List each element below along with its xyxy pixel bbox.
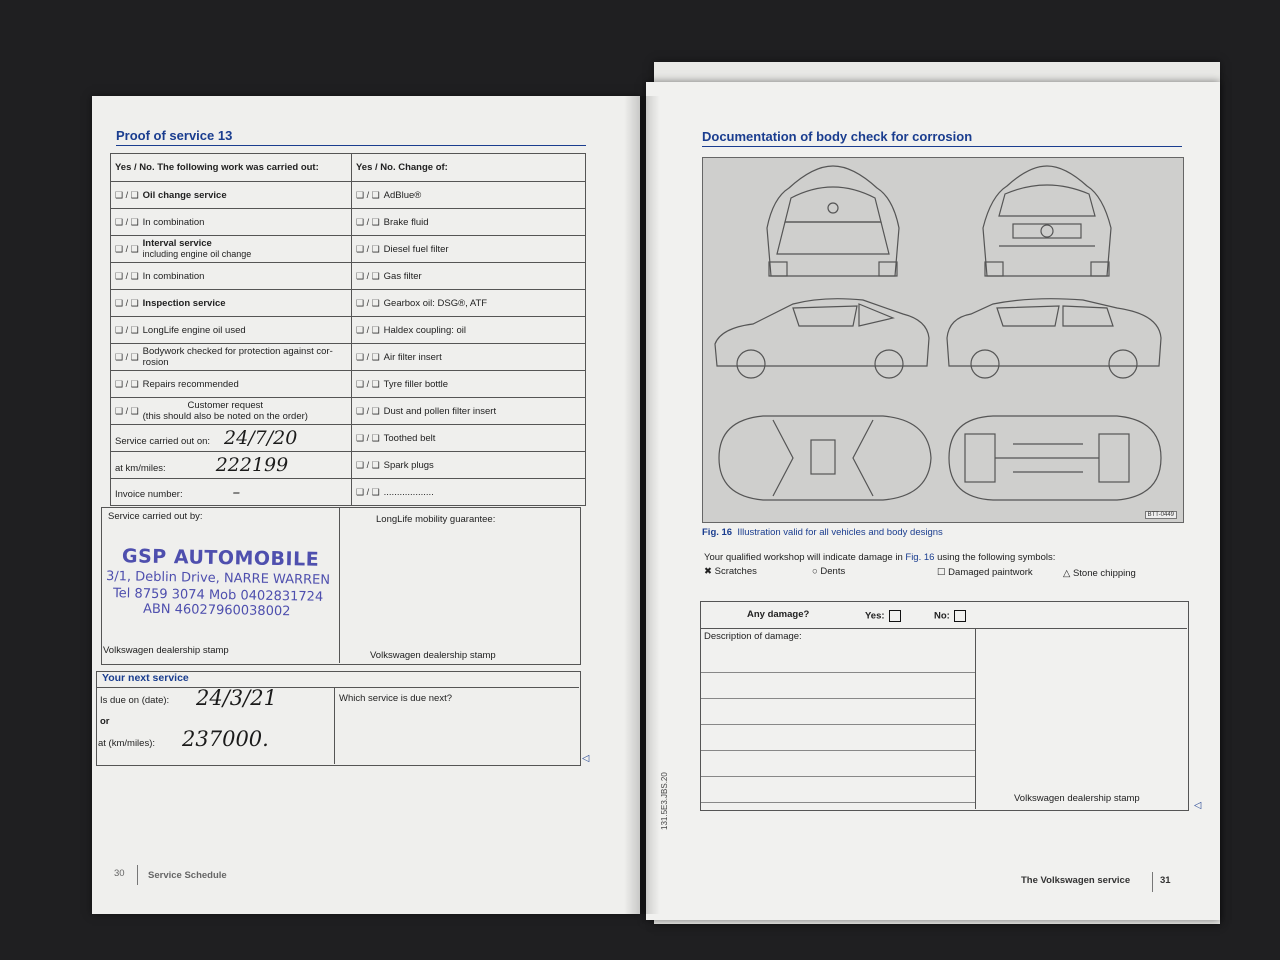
symbol-label: Damaged paintwork — [948, 567, 1033, 578]
checkbox-pair[interactable]: ❑ / ❑ — [115, 297, 139, 308]
work-label: Bodywork checked for protection against cor- — [142, 346, 333, 357]
change-label: Dust and pollen filter insert — [383, 405, 497, 417]
which-service-label: Which service is due next? — [339, 693, 452, 704]
checkbox-pair[interactable]: ❑ / ❑ — [356, 486, 380, 497]
yes-option — [865, 610, 901, 622]
checkbox-pair[interactable]: ❑ / ❑ — [115, 378, 139, 389]
side-view-right-outline — [947, 299, 1161, 366]
checkbox-pair[interactable]: ❑ / ❑ — [115, 243, 139, 254]
next-service-rule — [96, 687, 579, 688]
change-row[interactable] — [352, 290, 586, 317]
km-field[interactable] — [111, 452, 352, 479]
checkbox-pair[interactable]: ❑ / ❑ — [356, 324, 380, 335]
checkbox-pair[interactable]: ❑ / ❑ — [115, 189, 139, 200]
work-row[interactable] — [111, 371, 352, 398]
symbols-intro-text: using the following symbols: — [937, 552, 1056, 563]
work-row[interactable] — [111, 398, 352, 425]
work-label: In combination — [142, 270, 205, 282]
work-header: Yes / No. The following work was carried out: — [111, 154, 352, 182]
stamp-divider — [339, 507, 340, 663]
page-title: Documentation of body check for corrosion — [702, 129, 973, 144]
work-sublabel: rosion — [142, 357, 169, 368]
change-row[interactable] — [352, 425, 586, 452]
fig-reference-link[interactable]: Fig. 16 — [905, 552, 935, 563]
or-label: or — [100, 716, 110, 727]
page-title: Proof of service 13 — [116, 128, 233, 143]
work-row[interactable] — [111, 290, 352, 317]
km-value: 222199 — [215, 454, 289, 476]
next-service-box — [96, 671, 581, 766]
stamp-address: 3/1, Deblin Drive, NARRE WARREN — [105, 569, 331, 588]
next-service-title: Your next service — [102, 672, 189, 684]
no-option — [934, 610, 966, 622]
checkbox-pair[interactable]: ❑ / ❑ — [356, 459, 380, 470]
symbol-stone-chipping — [1063, 568, 1136, 579]
change-label: ................... — [383, 486, 434, 498]
change-row[interactable] — [352, 317, 586, 344]
stamp-abn: ABN 46027960038002 — [142, 601, 291, 620]
change-label: AdBlue® — [383, 189, 422, 201]
change-row[interactable] — [352, 209, 586, 236]
damage-header-rule — [700, 628, 1187, 629]
symbol-label: Scratches — [714, 566, 757, 577]
description-label: Description of damage: — [704, 631, 802, 642]
work-label: LongLife engine oil used — [142, 324, 246, 336]
dealer-stamp-label: Volkswagen dealership stamp — [1014, 793, 1140, 804]
damage-divider — [975, 628, 976, 809]
change-row[interactable] — [352, 182, 586, 209]
checkbox-pair[interactable]: ❑ / ❑ — [356, 405, 380, 416]
symbol-label: Dents — [820, 566, 846, 577]
page-footer: Service Schedule — [148, 870, 227, 881]
change-label: Spark plugs — [383, 459, 434, 471]
carried-out-by-label: Service carried out by: — [108, 511, 203, 522]
service-date-field[interactable] — [111, 425, 352, 452]
checkbox-pair[interactable]: ❑ / ❑ — [356, 432, 380, 443]
no-checkbox[interactable] — [954, 610, 966, 622]
work-label: Interval service — [142, 238, 212, 249]
checkbox-pair[interactable]: ❑ / ❑ — [115, 405, 139, 416]
side-code: 131.5E3.JBS.20 — [660, 772, 669, 830]
checkbox-pair[interactable]: ❑ / ❑ — [356, 216, 380, 227]
work-sublabel: (this should also be noted on the order) — [142, 411, 308, 422]
gutter-shadow — [624, 96, 660, 914]
checkbox-pair[interactable]: ❑ / ❑ — [115, 216, 139, 227]
work-row[interactable] — [111, 209, 352, 236]
service-table — [110, 153, 586, 506]
continue-arrow-icon: ◁ — [1194, 800, 1202, 811]
symbol-scratches — [704, 566, 757, 577]
stamp-section — [101, 507, 581, 665]
checkbox-pair[interactable]: ❑ / ❑ — [356, 270, 380, 281]
work-row[interactable] — [111, 344, 352, 371]
symbol-label: Stone chipping — [1072, 568, 1136, 579]
checkbox-pair[interactable]: ❑ / ❑ — [356, 351, 380, 362]
cross-icon: ✖ — [704, 566, 712, 577]
change-row[interactable] — [352, 344, 586, 371]
symbol-dents — [812, 566, 845, 577]
change-row[interactable] — [352, 452, 586, 479]
page-number: 31 — [1160, 875, 1171, 886]
fig-label: Fig. 16 — [702, 527, 733, 538]
change-row[interactable] — [352, 263, 586, 290]
page-number: 30 — [114, 868, 125, 879]
invoice-field[interactable] — [111, 479, 352, 506]
symbols-intro — [704, 552, 1055, 563]
work-label: Customer request — [187, 400, 264, 411]
change-header: Yes / No. Change of: — [352, 154, 586, 182]
change-label: Tyre filler bottle — [383, 378, 449, 390]
stamp-name: GSP AUTOMOBILE — [121, 545, 320, 571]
due-km-label: at (km/miles): — [98, 738, 155, 749]
footer-divider — [137, 865, 138, 885]
work-row[interactable] — [111, 317, 352, 344]
km-label: at km/miles: — [115, 463, 166, 474]
service-date-value: 24/7/20 — [224, 427, 298, 449]
checkbox-pair[interactable]: ❑ / ❑ — [115, 270, 139, 281]
yes-label: Yes: — [865, 610, 885, 622]
page-footer: The Volkswagen service — [1021, 875, 1131, 886]
change-label: Diesel fuel filter — [383, 243, 449, 255]
continue-arrow-icon: ◁ — [582, 753, 590, 764]
checkbox-pair[interactable]: ❑ / ❑ — [356, 189, 380, 200]
due-date-label: Is due on (date): — [100, 695, 170, 706]
symbol-paintwork — [937, 567, 1033, 578]
yes-checkbox[interactable] — [889, 610, 901, 622]
invoice-label: Invoice number: — [115, 489, 183, 500]
checkbox-pair[interactable]: ❑ / ❑ — [356, 243, 380, 254]
any-damage-label: Any damage? — [747, 609, 810, 620]
change-row[interactable] — [352, 398, 586, 425]
longlife-label: LongLife mobility guarantee: — [376, 514, 496, 525]
change-label: Gearbox oil: DSG®, ATF — [383, 297, 488, 309]
car-diagram[interactable] — [702, 157, 1184, 523]
due-date-value[interactable]: 24/3/21 — [196, 686, 277, 710]
work-sublabel: including engine oil change — [142, 249, 252, 259]
stamp-phone: Tel 8759 3074 Mob 0402831724 — [112, 586, 324, 605]
change-label: Gas filter — [383, 270, 422, 282]
circle-icon: ○ — [812, 566, 818, 577]
checkbox-pair[interactable]: ❑ / ❑ — [356, 297, 380, 308]
dealer-stamp-label: Volkswagen dealership stamp — [370, 650, 496, 661]
front-view-outline — [983, 166, 1111, 276]
service-date-label: Service carried out on: — [115, 436, 211, 447]
work-row[interactable] — [111, 182, 352, 209]
due-km-value[interactable]: 237000. — [182, 727, 269, 751]
change-row[interactable] — [352, 236, 586, 263]
square-icon: ☐ — [937, 567, 946, 578]
description-lines[interactable] — [701, 647, 975, 803]
work-label: In combination — [142, 216, 205, 228]
title-rule — [702, 146, 1182, 147]
work-label: Oil change service — [142, 189, 227, 201]
dealer-stamp-label: Volkswagen dealership stamp — [103, 645, 229, 656]
invoice-value: – — [232, 483, 241, 501]
fig-code: BTT-0449 — [1145, 511, 1177, 519]
side-view-left-outline — [715, 299, 929, 366]
checkbox-pair[interactable]: ❑ / ❑ — [115, 324, 139, 335]
symbols-intro-text: Your qualified workshop will indicate damage in — [704, 552, 903, 563]
checkbox-pair[interactable]: ❑ / ❑ — [115, 351, 139, 362]
triangle-icon: △ — [1063, 568, 1071, 579]
change-label: Haldex coupling: oil — [383, 324, 467, 336]
fig-caption: Illustration valid for all vehicles and body designs — [737, 527, 943, 538]
title-rule — [116, 145, 586, 146]
work-row[interactable] — [111, 236, 352, 263]
rear-view-outline — [767, 166, 899, 276]
checkbox-pair[interactable]: ❑ / ❑ — [356, 378, 380, 389]
top-view-outline — [719, 416, 931, 500]
footer-divider — [1152, 872, 1153, 892]
work-row[interactable] — [111, 263, 352, 290]
change-label: Air filter insert — [383, 351, 442, 363]
work-label: Repairs recommended — [142, 378, 239, 390]
car-outlines — [703, 158, 1183, 522]
no-label: No: — [934, 610, 950, 622]
next-service-divider — [334, 687, 335, 764]
change-label: Toothed belt — [383, 432, 436, 444]
work-label: Inspection service — [142, 297, 226, 309]
change-row[interactable] — [352, 371, 586, 398]
change-label: Brake fluid — [383, 216, 429, 228]
change-row[interactable] — [352, 479, 586, 506]
